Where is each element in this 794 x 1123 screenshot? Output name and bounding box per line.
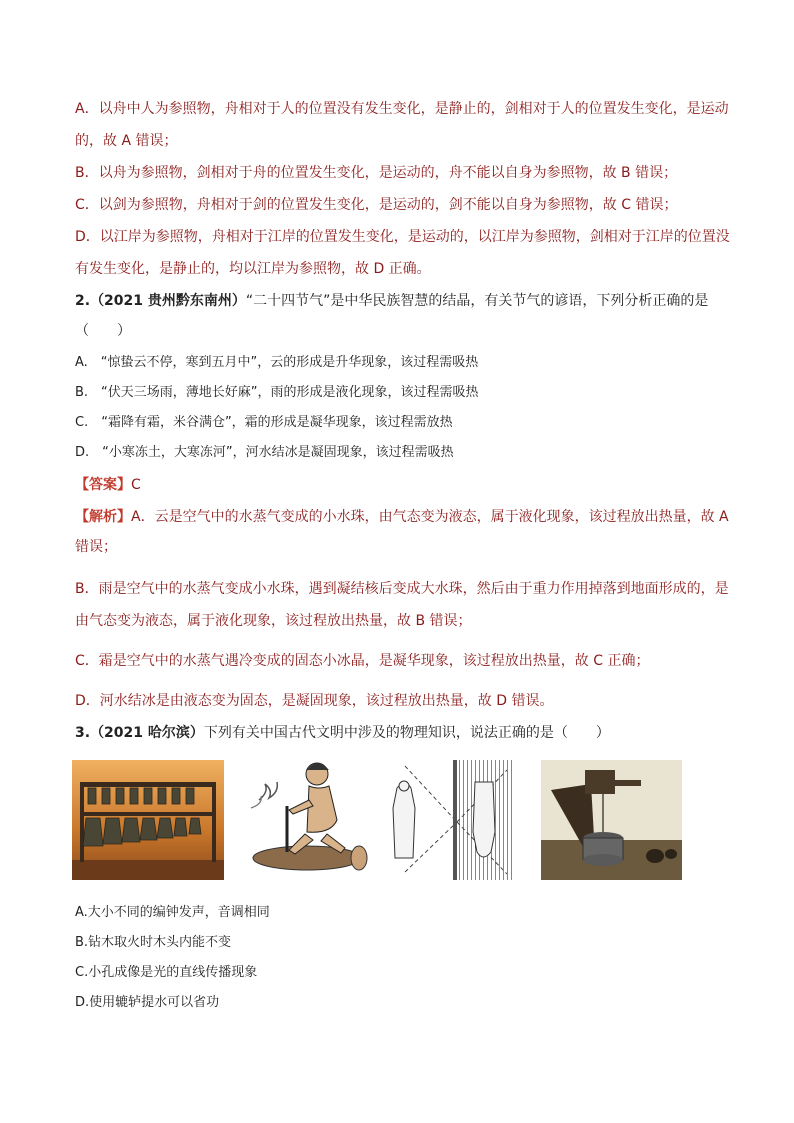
q2-number: 2. xyxy=(75,293,91,309)
q3-option-d: D.使用辘轳提水可以省功 xyxy=(75,995,220,1010)
q2-analysis-a-line1 xyxy=(75,508,729,526)
q2-analysis-c: C．霜是空气中的水蒸气遇冷变成的固态小冰晶，是凝华现象，该过程放出热量，故 C 正确； xyxy=(75,653,650,669)
q2-stem-text: “二十四节气”是中华民族智慧的结晶，有关节气的谚语，下列分析正确的是 xyxy=(245,293,709,309)
prev-answer-d-line1: D．以江岸为参照物，舟相对于江岸的位置发生变化，是运动的，以江岸为参照物，剑相对于江岸的位置没 xyxy=(75,229,730,245)
q2-option-b: B. “伏天三场雨，薄地长好麻”，雨的形成是液化现象，该过程需吸热 xyxy=(75,385,479,400)
q3-source: （2021 哈尔滨） xyxy=(90,725,204,741)
pinhole-imaging-image xyxy=(383,760,516,880)
answer-tag: 【答案】 xyxy=(75,477,131,493)
prev-answer-d-line2: 有发生变化，是静止的，均以江岸为参照物，故 D 正确。 xyxy=(75,261,431,277)
q2-stem xyxy=(75,292,708,310)
q2-source: （2021 贵州黔东南州） xyxy=(90,293,246,309)
q2-analysis-b-line2: 由气态变为液态，属于液化现象，该过程放出热量，故 B 错误； xyxy=(75,613,472,629)
q2-answer xyxy=(75,476,141,494)
q2-analysis-d: D．河水结冰是由液态变为固态，是凝固现象，该过程放出热量，故 D 错误。 xyxy=(75,693,554,709)
q3-stem-text: 下列有关中国古代文明中涉及的物理知识，说法正确的是（ ） xyxy=(203,725,610,741)
windlass-well-image xyxy=(541,760,682,880)
drilling-wood-fire-image xyxy=(247,760,373,880)
answer-value: C xyxy=(131,477,141,493)
chime-bells-image xyxy=(72,760,224,880)
q2-option-c: C. “霜降有霜，米谷满仓”，霜的形成是凝华现象，该过程需放热 xyxy=(75,415,453,430)
analysis-tag: 【解析】 xyxy=(75,509,131,525)
q3-option-c: C.小孔成像是光的直线传播现象 xyxy=(75,965,258,980)
q2-option-a: A. “惊蛰云不停，寒到五月中”，云的形成是升华现象，该过程需吸热 xyxy=(75,355,479,370)
analysis-a-text: A．云是空气中的水蒸气变成的小水珠，由气态变为液态，属于液化现象，该过程放出热量，故 A xyxy=(131,509,729,525)
prev-answer-c: C．以剑为参照物，舟相对于剑的位置发生变化，是运动的，剑不能以自身为参照物，故 C 错误； xyxy=(75,197,678,213)
q2-analysis-b-line1: B．雨是空气中的水蒸气变成小水珠，遇到凝结核后变成大水珠，然后由于重力作用掉落到地面形成的，是 xyxy=(75,581,729,597)
prev-answer-a-line1: A．以舟中人为参照物，舟相对于人的位置没有发生变化，是静止的，剑相对于人的位置发生变化，是运动 xyxy=(75,101,729,117)
prev-answer-a-line2: 的，故 A 错误； xyxy=(75,133,178,149)
prev-answer-b: B．以舟为参照物，剑相对于舟的位置发生变化，是运动的，舟不能以自身为参照物，故 B 错误； xyxy=(75,165,678,181)
q3-option-a: A.大小不同的编钟发声，音调相同 xyxy=(75,905,270,920)
q2-analysis-a-line2: 错误； xyxy=(75,539,117,555)
q3-stem xyxy=(75,724,610,742)
q2-option-d: D. “小寒冻土，大寒冻河”，河水结冰是凝固现象，该过程需吸热 xyxy=(75,445,454,460)
q3-option-b: B.钻木取火时木头内能不变 xyxy=(75,935,232,950)
q2-blank: （ ） xyxy=(75,323,131,339)
q3-number: 3. xyxy=(75,725,91,741)
